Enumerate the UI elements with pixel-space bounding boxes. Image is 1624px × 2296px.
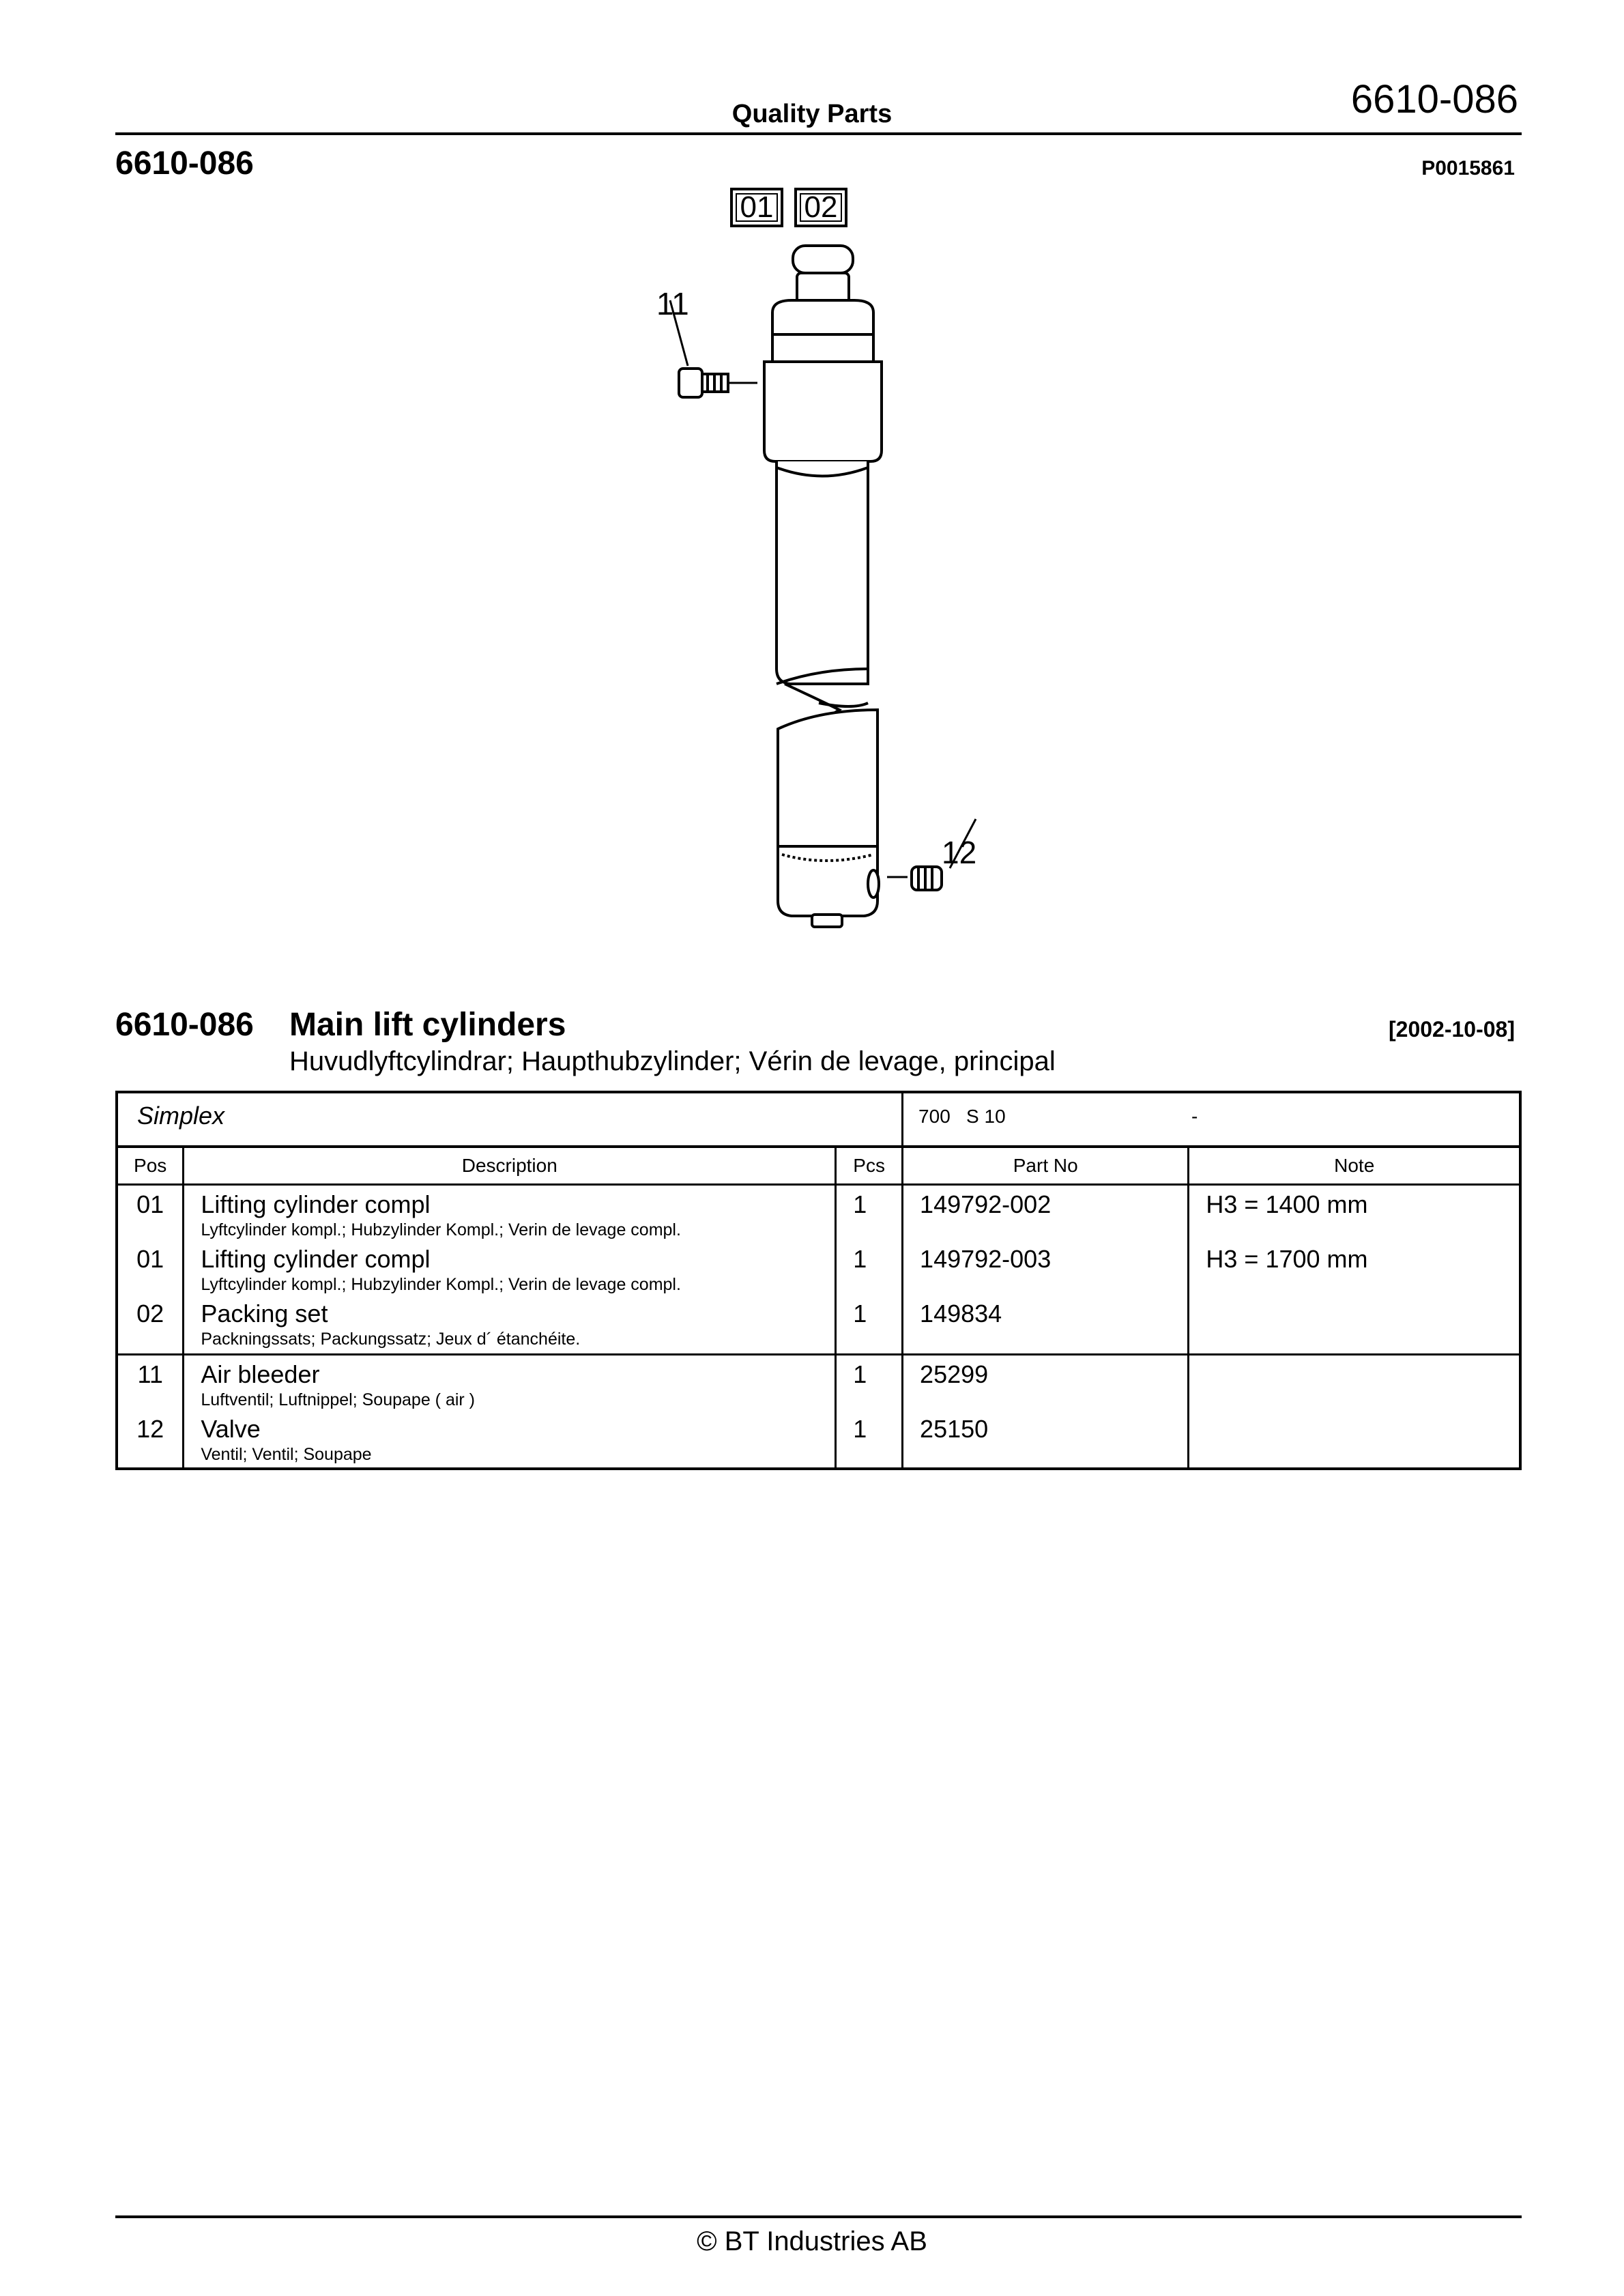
row-pos: 02 <box>117 1295 184 1355</box>
cylinder-upper-tube <box>777 461 868 684</box>
footer-rule <box>115 2215 1522 2218</box>
title-translations: Huvudlyftcylindrar; Haupthubzylinder; Vérin de levage, principal <box>289 1046 1056 1076</box>
row-part-no: 25150 <box>903 1410 1189 1469</box>
row-part-no: 149834 <box>903 1295 1189 1355</box>
page-code: 6610-086 <box>1350 77 1518 121</box>
section-number: 6610-086 <box>115 145 254 182</box>
column-header-row <box>117 1147 1520 1185</box>
row-translations: Ventil; Ventil; Soupape <box>201 1445 372 1464</box>
row-translations: Lyftcylinder kompl.; Hubzylinder Kompl.; Verin de levage compl. <box>201 1275 681 1294</box>
title-name: Main lift cylinders <box>289 1007 566 1043</box>
table-row <box>117 1295 1520 1355</box>
figure-box-label-02: 02 <box>794 188 847 227</box>
figure-id: P0015861 <box>1421 157 1515 180</box>
col-note: Note <box>1189 1147 1520 1185</box>
footer-copyright: © BT Industries AB <box>697 2226 927 2256</box>
row-pcs: 1 <box>836 1355 903 1411</box>
cylinder-bottom-boss <box>812 915 842 927</box>
row-translations: Lyftcylinder kompl.; Hubzylinder Kompl.; Verin de levage compl. <box>201 1220 681 1239</box>
table-row <box>117 1240 1520 1295</box>
col-part-no: Part No <box>903 1147 1189 1185</box>
row-pos: 01 <box>136 1190 164 1218</box>
row-pos: 11 <box>137 1360 163 1388</box>
row-part-no: 149792-002 <box>903 1185 1189 1241</box>
variant-code: 700 <box>918 1106 951 1127</box>
row-part-no: 25299 <box>903 1355 1189 1411</box>
row-pcs: 1 <box>836 1295 903 1355</box>
row-description: Lifting cylinder compl <box>201 1190 431 1218</box>
row-note: H3 = 1700 mm <box>1189 1240 1520 1295</box>
cylinder-lower-tube <box>778 710 878 916</box>
col-pos: Pos <box>117 1147 184 1185</box>
cylinder-top-cap <box>793 246 853 273</box>
row-note <box>1189 1355 1520 1411</box>
row-note <box>1189 1295 1520 1355</box>
title-number: 6610-086 <box>115 1007 254 1043</box>
callout-11: 11 <box>656 286 689 321</box>
table-row <box>117 1185 1520 1241</box>
table-row <box>117 1410 1520 1469</box>
row-note <box>1189 1410 1520 1469</box>
table-row <box>117 1355 1520 1411</box>
header-title: Quality Parts <box>731 100 893 128</box>
figure-box-label-01: 01 <box>730 188 783 227</box>
row-description: Valve <box>201 1415 261 1443</box>
air-bleeder-nut <box>679 369 702 397</box>
row-description: Air bleeder <box>201 1360 320 1388</box>
cylinder-collar-top <box>772 300 873 365</box>
row-description: Lifting cylinder compl <box>201 1245 431 1273</box>
variant-dash: - <box>1191 1106 1198 1127</box>
row-pcs: 1 <box>836 1410 903 1469</box>
col-description: Description <box>184 1147 836 1185</box>
variant-series: S 10 <box>966 1106 1006 1127</box>
row-translations: Packningssats; Packungssatz; Jeux d´ étanchéite. <box>201 1330 581 1349</box>
row-part-no: 149792-003 <box>903 1240 1189 1295</box>
row-pos: 12 <box>136 1415 164 1443</box>
row-description: Packing set <box>201 1300 328 1328</box>
row-note: H3 = 1400 mm <box>1189 1185 1520 1241</box>
parts-table <box>115 1091 1522 1470</box>
col-pcs: Pcs <box>836 1147 903 1185</box>
model-name: Simplex <box>137 1102 225 1130</box>
model-row <box>117 1092 1520 1147</box>
row-translations: Luftventil; Luftnippel; Soupape ( air ) <box>201 1390 475 1409</box>
header-rule <box>115 132 1522 135</box>
cylinder-head <box>764 362 882 461</box>
title-date: [2002-10-08] <box>1389 1017 1515 1042</box>
model-variant <box>903 1092 1520 1147</box>
row-pos: 01 <box>136 1245 164 1273</box>
callout-12: 12 <box>942 835 977 870</box>
row-pcs: 1 <box>836 1240 903 1295</box>
row-pcs: 1 <box>836 1185 903 1241</box>
